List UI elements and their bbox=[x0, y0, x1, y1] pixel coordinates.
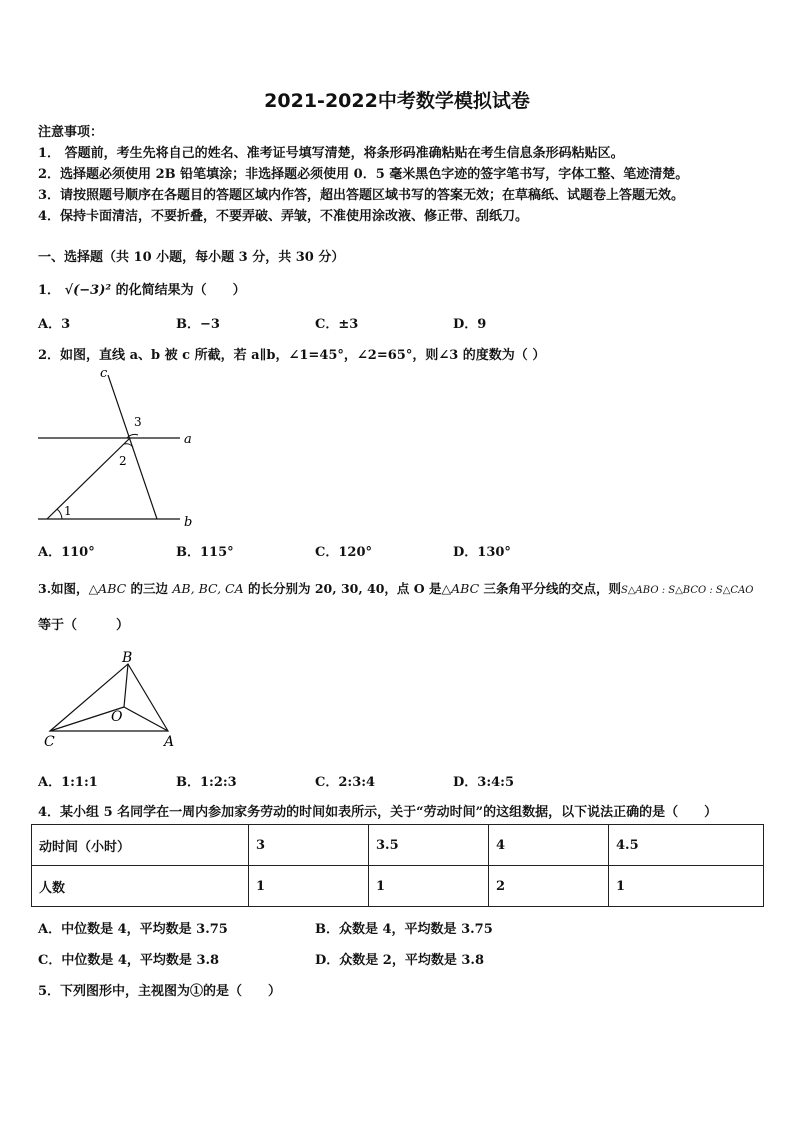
q2-option-d: D．130° bbox=[453, 545, 511, 560]
table-cell: 2 bbox=[489, 866, 609, 907]
q3-stem-line2: 等于（ ） bbox=[38, 618, 130, 633]
label-b: B bbox=[122, 650, 133, 666]
table-cell: 1 bbox=[609, 866, 764, 907]
q2-stem: 2．如图，直线 a、b 被 c 所截，若 a∥b，∠1=45°，∠2=65°，则∠3 的度数为（ ） bbox=[38, 348, 546, 363]
table-cell: 4 bbox=[489, 825, 609, 866]
label-b: b bbox=[184, 515, 193, 530]
q3-figure bbox=[38, 646, 188, 752]
q3-triangle: △ABC bbox=[88, 581, 127, 596]
q3-option-d: D．3:4:5 bbox=[453, 775, 515, 790]
table-cell: 1 bbox=[249, 866, 369, 907]
q1-option-d: D．9 bbox=[453, 317, 487, 332]
q4-option-b: B．众数是 4，平均数是 3.75 bbox=[315, 922, 493, 937]
q1-option-b: B．−3 bbox=[176, 317, 220, 332]
table-cell: 3.5 bbox=[369, 825, 489, 866]
label-c: c bbox=[100, 366, 108, 381]
table-cell: 人数 bbox=[32, 866, 249, 907]
q1-stem bbox=[38, 279, 246, 298]
q3-stem-part4: 三条角平分线的交点，则 bbox=[479, 581, 622, 596]
q3-ratio: S△ABO : S△BCO : S△CAO bbox=[621, 585, 754, 596]
label-c: C bbox=[44, 734, 55, 750]
q2-option-c: C．120° bbox=[315, 545, 372, 560]
q2-option-a: A．110° bbox=[38, 545, 95, 560]
q1-option-c: C．±3 bbox=[315, 317, 359, 332]
note-item: 1． 答题前，考生先将自己的姓名、准考证号填写清楚，将条形码准确粘贴在考生信息条形码粘贴区。 bbox=[38, 146, 624, 161]
label-a: A bbox=[164, 734, 175, 750]
q5-stem: 5．下列图形中，主视图为①的是（ ） bbox=[38, 984, 282, 999]
segment-bo bbox=[124, 664, 128, 707]
q2-figure bbox=[30, 365, 210, 535]
q1-formula: √(−3)² bbox=[64, 283, 112, 298]
label-angle1: 1 bbox=[64, 504, 72, 518]
q4-stem: 4．某小组 5 名同学在一周内参加家务劳动的时间如表所示，关于“劳动时间”的这组数据，以下说法正确的是（ ） bbox=[38, 805, 718, 820]
section-heading: 一、选择题（共 10 小题，每小题 3 分，共 30 分） bbox=[38, 250, 345, 265]
q1-option-a: A．3 bbox=[38, 317, 71, 332]
label-o: O bbox=[111, 709, 123, 725]
q3-option-c: C．2:3:4 bbox=[315, 775, 376, 790]
q3-stem-part3: 的长分别为 20, 30, 40，点 O 是 bbox=[243, 581, 442, 596]
q4-option-d: D．众数是 2，平均数是 3.8 bbox=[315, 953, 484, 968]
table-cell: 3 bbox=[249, 825, 369, 866]
table-row bbox=[32, 866, 764, 907]
q4-option-c: C．中位数是 4，平均数是 3.8 bbox=[38, 953, 220, 968]
angle1-arc bbox=[57, 509, 62, 519]
table-cell: 动时间（小时） bbox=[32, 825, 249, 866]
q3-stem-part2: 的三边 bbox=[126, 581, 173, 596]
label-angle3: 3 bbox=[134, 415, 142, 429]
table-cell: 1 bbox=[369, 866, 489, 907]
q4-option-a: A．中位数是 4，平均数是 3.75 bbox=[38, 922, 228, 937]
q3-triangle2: △ABC bbox=[441, 581, 480, 596]
label-angle2: 2 bbox=[119, 454, 127, 468]
q2-option-b: B．115° bbox=[176, 545, 234, 560]
q1-number: 1． bbox=[38, 283, 61, 298]
transversal-line bbox=[47, 438, 130, 519]
table-row bbox=[32, 825, 764, 866]
notes-heading: 注意事项： bbox=[38, 125, 104, 140]
note-item: 2．选择题必须使用 2B 铅笔填涂；非选择题必须使用 0．5 毫米黑色字迹的签字笔书写，字体工整、笔迹清楚。 bbox=[38, 167, 689, 182]
q4-table bbox=[31, 824, 764, 907]
q1-stem-text: 的化简结果为（ ） bbox=[115, 283, 246, 298]
q3-option-a: A．1:1:1 bbox=[38, 775, 98, 790]
note-item: 3．请按照题号顺序在各题目的答题区域内作答，超出答题区域书写的答案无效；在草稿纸、试题卷上答题无效。 bbox=[38, 188, 685, 203]
table-cell: 4.5 bbox=[609, 825, 764, 866]
q3-stem-part1: 3.如图， bbox=[38, 581, 89, 596]
q3-option-b: B．1:2:3 bbox=[176, 775, 237, 790]
q3-stem bbox=[38, 579, 754, 597]
label-a: a bbox=[184, 432, 192, 447]
q3-sides: AB, BC, CA bbox=[172, 581, 244, 596]
note-item: 4．保持卡面清洁，不要折叠，不要弄破、弄皱，不准使用涂改液、修正带、刮纸刀。 bbox=[38, 209, 529, 224]
page-title: 2021-2022中考数学模拟试卷 bbox=[264, 90, 530, 112]
